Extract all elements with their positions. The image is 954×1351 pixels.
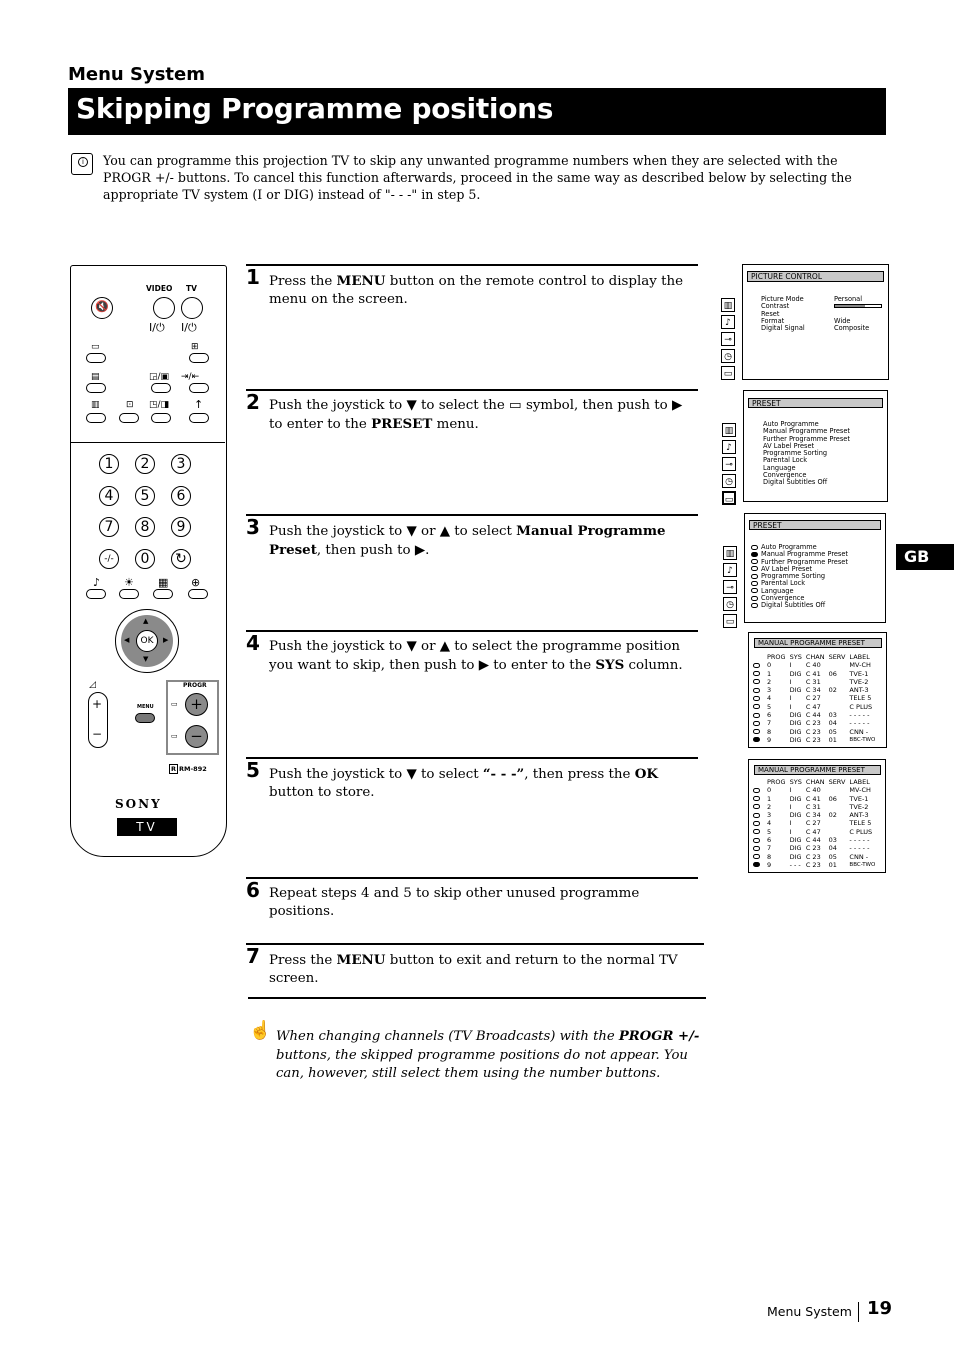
table-cell: [827, 661, 848, 669]
table-cell: C 40: [805, 786, 821, 795]
feature-icon: ⊸: [721, 332, 735, 346]
down-arrow-icon: ▼: [143, 655, 149, 663]
table-cell: BBC-TWO: [849, 736, 876, 743]
table-cell: DIG: [789, 735, 802, 744]
table-row: [751, 686, 877, 694]
table-cell: 03: [828, 836, 837, 845]
table-cell: - - -: [789, 860, 801, 869]
table-row: [751, 736, 877, 744]
sony-logo: SONY: [115, 797, 162, 811]
jump-key[interactable]: ↻: [171, 549, 191, 569]
table-row: [751, 803, 877, 811]
clock-icon: ◷: [722, 474, 736, 488]
table-cell: 4: [767, 819, 772, 828]
tv-mode-label: TV: [117, 818, 177, 836]
table-cell: 7: [767, 844, 772, 853]
step-1: [246, 264, 698, 386]
step-4: [246, 630, 698, 752]
table-cell: C 27: [805, 694, 821, 703]
manual-preset-screen: [748, 632, 887, 748]
number-key-4[interactable]: 4: [99, 486, 119, 506]
table-cell: DIG: [789, 844, 802, 853]
table-cell: DIG: [789, 686, 802, 695]
function-button-1[interactable]: [86, 383, 106, 393]
table-cell: 05: [828, 727, 837, 736]
swap-icon: ◳/◨: [149, 400, 170, 410]
programme-table: PROG SYS CHAN SERV LABEL 0 I C 40 MV-CH 1 DIG C 41 06 TVE-1 2 I C 31 TVE-2 3 DIG C 34 02 ANT-3 4 I C 27 TELE 5 5 I C 47 C PLUS 6 DIG C 44 03 - - - - - 7 DIG C 23 04 - - - - - 8 DIG C 23 05 CNN - 9 DIG C 23 01 BBC-TWO: [751, 653, 877, 744]
table-cell: C 47: [805, 827, 821, 836]
screen-icon: ▦: [158, 576, 169, 589]
table-cell: 8: [767, 852, 772, 861]
selected-radio: [753, 862, 760, 867]
r-mark-icon: R: [171, 765, 177, 773]
table-row: [751, 819, 877, 827]
table-cell: DIG: [789, 711, 802, 720]
table-cell: 2: [767, 802, 772, 811]
input-select-icon: ⇥/⇤: [181, 372, 200, 382]
table-cell: I: [789, 694, 792, 703]
table-cell: I: [789, 827, 792, 836]
teletext-button[interactable]: [189, 353, 209, 363]
screen-title: MANUAL PROGRAMME PRESET: [754, 638, 882, 648]
radio: [753, 854, 760, 859]
table-cell: I: [789, 802, 792, 811]
table-row: [751, 711, 877, 719]
table-row: [751, 836, 877, 844]
sleep-icon: ▥: [91, 400, 100, 410]
tv-label: TV: [186, 284, 197, 293]
number-key-9[interactable]: 9: [171, 517, 191, 537]
table-cell: I: [789, 677, 792, 686]
menu-sidebar: [722, 423, 738, 508]
screen-title: PICTURE CONTROL: [747, 271, 884, 282]
table-cell: C 31: [805, 677, 821, 686]
right-arrow-icon: ▶: [163, 636, 169, 644]
freeze-icon: ⊡: [126, 400, 134, 410]
table-cell: I: [789, 786, 792, 795]
table-cell: 02: [828, 686, 837, 695]
table-cell: DIG: [789, 727, 802, 736]
step-7: [246, 943, 704, 995]
step-text: Repeat steps 4 and 5 to skip other unused programme positions.: [269, 886, 640, 919]
table-cell: DIG: [789, 794, 802, 803]
function-button-2[interactable]: [86, 413, 106, 423]
table-cell: TVE-1: [849, 794, 869, 803]
footer-divider: [858, 1302, 859, 1322]
table-cell: 05: [828, 852, 837, 861]
step-6: [246, 877, 698, 939]
pointing-hand-icon: ☝: [249, 1020, 272, 1041]
table-cell: C 27: [805, 819, 821, 828]
table-cell: - - - - -: [849, 844, 870, 853]
step-number: 3: [246, 515, 260, 539]
table-cell: 04: [828, 844, 837, 853]
sound-icon: ♪: [723, 563, 737, 577]
table-cell: [827, 678, 848, 686]
programme-table: PROG SYS CHAN SERV LABEL 0 I C 40 MV-CH 1 DIG C 41 06 TVE-1 2 I C 31 TVE-2 3 DIG C 34 02 ANT-3 4 I C 27 TELE 5 5 I C 47 C PLUS 6 DIG C 44 03 - - - - - 7 DIG C 23 04 - - - - - 8 DIG C 23 05 CNN - 9 - - - C 23 01 BBC-TWO: [751, 778, 877, 869]
menu-sidebar: [723, 546, 739, 631]
table-cell: C PLUS: [849, 827, 873, 836]
tv-power-button[interactable]: [181, 297, 203, 319]
table-cell: DIG: [789, 852, 802, 861]
clock-icon: ◷: [723, 597, 737, 611]
table-cell: C 41: [805, 794, 821, 803]
table-cell: C 23: [805, 844, 821, 853]
number-key-6[interactable]: 6: [171, 486, 191, 506]
table-cell: 5: [767, 702, 772, 711]
table-cell: C 41: [805, 669, 821, 678]
function-button-4[interactable]: [151, 413, 171, 423]
menu-items: Picture Mode Contrast Reset Format Digital Signal: [761, 295, 805, 333]
table-cell: [827, 703, 848, 711]
table-cell: [827, 694, 848, 702]
table-cell: CNN -: [849, 852, 869, 861]
table-cell: TVE-1: [849, 669, 869, 678]
sound-icon: ♪: [722, 440, 736, 454]
table-cell: C 23: [805, 860, 821, 869]
menu-items: Auto Programme Manual Programme Preset Further Programme Preset AV Label Preset Programme Sorting Parental Lock Language Convergence Digital Subtitles Off: [763, 420, 851, 487]
selected-radio: [751, 552, 758, 557]
ok-button[interactable]: OK: [136, 630, 158, 652]
step-text: Push the joystick to ▼ or ▲ to select the programme position you want to skip, then push to ▶ to enter to the SYS column.: [269, 639, 683, 673]
table-cell: 01: [828, 860, 837, 869]
progr-minus-button[interactable]: −: [185, 725, 208, 748]
table-cell: C 23: [805, 727, 821, 736]
sound-icon: ♪: [721, 315, 735, 329]
progr-plus-button[interactable]: +: [185, 693, 208, 716]
brightness-icon: ☀: [124, 576, 134, 589]
menu-sidebar: [721, 298, 737, 383]
table-row: [751, 694, 877, 702]
table-cell: C 23: [805, 719, 821, 728]
number-key-7[interactable]: 7: [99, 517, 119, 537]
step-text: Press the MENU button on the remote control to display the menu on the screen.: [269, 273, 684, 307]
number-key-3[interactable]: 3: [171, 454, 191, 474]
picture-icon: ▥: [721, 298, 735, 312]
table-row: [751, 670, 877, 678]
table-row: [751, 861, 877, 869]
language-tab: GB: [896, 544, 954, 570]
table-cell: TELE 5: [849, 694, 872, 703]
channel-down-icon: ▭: [171, 732, 178, 740]
step-number: 7: [246, 944, 260, 968]
adjust-button[interactable]: [188, 589, 208, 599]
table-cell: 3: [767, 686, 772, 695]
radio: [753, 804, 760, 809]
teletext-reveal-icon: ▤: [91, 372, 100, 382]
screen-title: PRESET: [749, 520, 881, 530]
table-cell: C 23: [805, 735, 821, 744]
step-number: 2: [246, 390, 260, 414]
table-cell: 9: [767, 735, 772, 744]
screen-title: MANUAL PROGRAMME PRESET: [754, 765, 881, 775]
table-cell: MV-CH: [849, 661, 871, 670]
display-button[interactable]: [86, 353, 106, 363]
radio: [753, 729, 760, 734]
volume-up-icon: +: [92, 697, 103, 711]
picture-icon: ▥: [723, 546, 737, 560]
table-row: [751, 661, 877, 669]
table-cell: 0: [767, 786, 772, 795]
table-cell: TVE-2: [849, 802, 869, 811]
info-small-icon: ▭: [91, 342, 100, 352]
table-cell: 02: [828, 811, 837, 820]
radio: [753, 696, 760, 701]
table-cell: C 40: [805, 661, 821, 670]
table-cell: DIG: [789, 669, 802, 678]
table-cell: 03: [828, 711, 837, 720]
radio: [753, 663, 760, 668]
step-text: Press the MENU button to exit and return to the normal TV screen.: [269, 952, 678, 986]
model-number: R RM-892: [171, 765, 207, 773]
step-number: 5: [246, 758, 260, 782]
picture-mode-button[interactable]: [119, 589, 139, 599]
menu-values: Personal Wide Composite: [834, 296, 869, 332]
table-cell: - - - - -: [849, 719, 870, 728]
step-5: [246, 757, 698, 879]
table-cell: 3: [767, 811, 772, 820]
table-cell: 2: [767, 677, 772, 686]
sound-icon: ♪: [93, 576, 101, 589]
step-3: [246, 514, 698, 626]
step-2: [246, 389, 698, 511]
step-text: Push the joystick to ▼ to select the ▭ symbol, then push to ▶ to enter to the PRESET menu.: [269, 398, 683, 432]
table-cell: 7: [767, 719, 772, 728]
step-text: Push the joystick to ▼ or ▲ to select Manual Programme Preset, then push to ▶.: [269, 523, 666, 558]
table-cell: DIG: [789, 719, 802, 728]
table-cell: C 44: [805, 836, 821, 845]
pip-icon: ◲/▣: [149, 372, 170, 382]
radio: [753, 846, 760, 851]
intro-text: You can programme this projection TV to skip any unwanted programme numbers when they are selected with the PROGR +/- buttons. To cancel this function afterwards, proceed in the same way as described below by selecting the appropriate TV system (I or DIG) instead of "- - -" in step 5.: [103, 153, 852, 202]
table-row: [751, 678, 877, 686]
radio: [753, 721, 760, 726]
clock-icon: ◷: [721, 349, 735, 363]
preset-icon: ▭: [721, 366, 735, 380]
table-cell: DIG: [789, 811, 802, 820]
table-cell: I: [789, 702, 792, 711]
radio: [753, 671, 760, 676]
table-row: [751, 811, 877, 819]
table-cell: DIG: [789, 836, 802, 845]
table-cell: C 31: [805, 802, 821, 811]
table-cell: 8: [767, 727, 772, 736]
format-button[interactable]: [153, 589, 173, 599]
menu-label: MENU: [137, 704, 154, 710]
table-cell: I: [789, 661, 792, 670]
volume-rocker[interactable]: [88, 692, 108, 748]
divider: [248, 997, 706, 999]
menu-items: Auto Programme Manual Programme Preset Further Programme Preset AV Label Preset Programme Sorting Parental Lock Language Convergence Digital Subtitles Off: [751, 544, 848, 610]
double-digit-key[interactable]: -/-: [99, 549, 119, 569]
picture-control-screen: [723, 264, 889, 380]
feature-icon: ⊸: [723, 580, 737, 594]
manual-preset-skip-screen: [748, 759, 886, 873]
volume-down-icon: −: [92, 727, 103, 741]
step-number: 4: [246, 631, 260, 655]
feature-icon: ⊸: [722, 457, 736, 471]
video-power-button[interactable]: [153, 297, 175, 319]
volume-icon: ◿: [89, 680, 96, 690]
table-cell: MV-CH: [849, 786, 871, 795]
table-cell: C 34: [805, 811, 821, 820]
table-cell: C PLUS: [849, 702, 873, 711]
remote-control: [70, 265, 227, 857]
picture-icon: ⊕: [191, 576, 201, 589]
radio: [753, 713, 760, 718]
table-cell: 06: [828, 669, 837, 678]
table-cell: TELE 5: [849, 819, 872, 828]
table-cell: [827, 819, 848, 827]
table-cell: - - - - -: [849, 711, 870, 720]
radio: [753, 829, 760, 834]
radio: [753, 838, 760, 843]
number-key-8[interactable]: 8: [135, 517, 155, 537]
selected-radio: [753, 737, 760, 742]
radio: [753, 688, 760, 693]
preset-icon: ▭: [723, 614, 737, 628]
table-cell: [827, 828, 848, 836]
up-arrow-icon: ▲: [143, 617, 149, 625]
number-key-2[interactable]: 2: [135, 454, 155, 474]
input-button[interactable]: [189, 383, 209, 393]
number-key-1[interactable]: 1: [99, 454, 119, 474]
table-cell: ANT-3: [849, 811, 869, 820]
table-cell: 01: [828, 735, 837, 744]
footer-section: Menu System: [767, 1304, 852, 1319]
table-cell: TVE-2: [849, 677, 869, 686]
table-cell: ANT-3: [849, 686, 869, 695]
table-cell: [827, 786, 848, 794]
radio: [753, 821, 760, 826]
table-cell: C 47: [805, 702, 821, 711]
preset-symbol-icon: ▭: [509, 398, 522, 413]
radio: [753, 704, 760, 709]
table-cell: C 44: [805, 711, 821, 720]
menu-button[interactable]: [135, 713, 155, 723]
table-cell: 04: [828, 719, 837, 728]
table-cell: - - - - -: [849, 836, 870, 845]
radio: [753, 679, 760, 684]
radio: [753, 796, 760, 801]
table-cell: 5: [767, 827, 772, 836]
table-cell: 9: [767, 860, 772, 869]
table-cell: 1: [767, 669, 772, 678]
section-heading: Menu System: [68, 64, 205, 85]
note-text: When changing channels (TV Broadcasts) with the PROGR +/- buttons, the skipped programme positions do not appear. You can, however, still select them using the number buttons.: [276, 1029, 700, 1081]
divider: [71, 442, 225, 443]
table-cell: 4: [767, 694, 772, 703]
table-cell: CNN -: [849, 727, 869, 736]
channel-up-icon: ▭: [171, 700, 178, 708]
table-cell: [827, 803, 848, 811]
page-number: 19: [867, 1298, 893, 1319]
step-text: Push the joystick to ▼ to select “- - -”, then press the OK button to store.: [269, 766, 658, 800]
number-key-5[interactable]: 5: [135, 486, 155, 506]
table-cell: I: [789, 819, 792, 828]
table-cell: C 23: [805, 852, 821, 861]
teletext-icon: ⊞: [191, 342, 199, 352]
radio: [753, 788, 760, 793]
preset-screen: [724, 390, 888, 505]
preset-icon: ▭: [722, 491, 736, 505]
joystick[interactable]: [115, 609, 179, 673]
table-cell: 1: [767, 794, 772, 803]
table-row: [751, 844, 877, 852]
video-label: VIDEO: [146, 284, 173, 293]
arrow-up-icon: ↑: [194, 398, 204, 411]
table-cell: BBC-TWO: [849, 861, 876, 868]
function-button-3[interactable]: [119, 413, 139, 423]
table-row: [751, 719, 877, 727]
table-cell: 6: [767, 711, 772, 720]
radio: [753, 813, 760, 818]
table-cell: 6: [767, 836, 772, 845]
progr-label: PROGR: [183, 682, 207, 689]
table-row: [751, 853, 877, 861]
table-cell: 06: [828, 794, 837, 803]
picture-icon: ▥: [722, 423, 736, 437]
sound-mode-button[interactable]: [86, 589, 106, 599]
step-number: 1: [246, 265, 260, 289]
left-arrow-icon: ◀: [124, 636, 130, 644]
power-icon: I/⏻: [149, 321, 165, 334]
step-number: 6: [246, 878, 260, 902]
number-key-0[interactable]: 0: [135, 549, 155, 569]
pip-button[interactable]: [151, 383, 171, 393]
table-cell: 0: [767, 661, 772, 670]
contrast-bar: [834, 303, 869, 310]
table-row: [751, 828, 877, 836]
screen-title: PRESET: [748, 398, 883, 408]
function-button-5[interactable]: [189, 413, 209, 423]
table-row: [751, 786, 877, 794]
info-icon: i: [71, 153, 93, 175]
preset-select-screen: [725, 513, 886, 627]
table-row: [751, 728, 877, 736]
mute-icon[interactable]: 🔇: [91, 297, 113, 319]
power-icon: I/⏻: [181, 321, 197, 334]
table-cell: C 34: [805, 686, 821, 695]
table-row: [751, 703, 877, 711]
page-title: Skipping Programme positions: [76, 92, 554, 125]
table-row: [751, 795, 877, 803]
